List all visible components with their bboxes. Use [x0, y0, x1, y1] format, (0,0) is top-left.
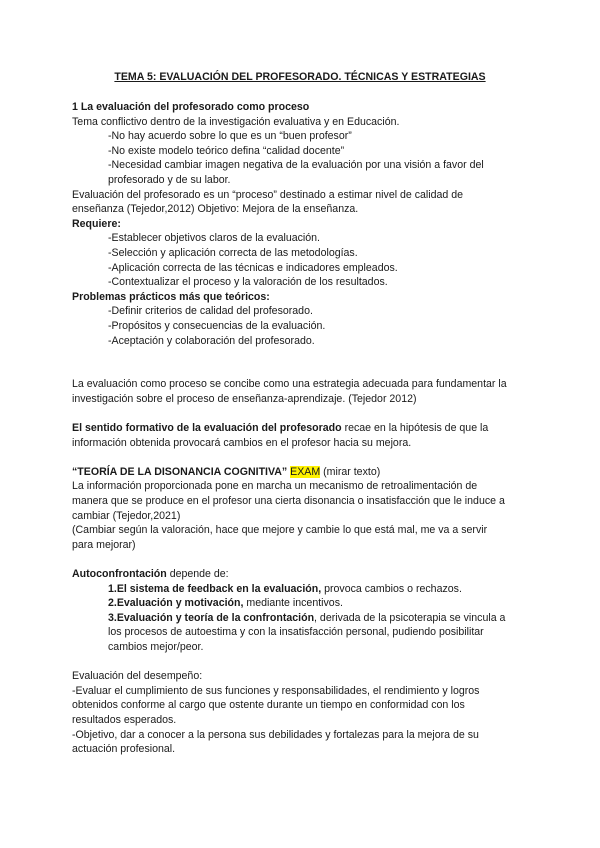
auto-item-rest: mediante incentivos.	[243, 597, 343, 610]
requiere-item: -Establecer objetivos claros de la evaluación.	[108, 232, 320, 245]
definition-line: Evaluación del profesorado es un “proceso” destinado a estimar nivel de calidad de	[72, 188, 464, 201]
section1-bullet: -Necesidad cambiar imagen negativa de la evaluación por una visión a favor del	[108, 159, 484, 172]
auto-item	[72, 611, 530, 626]
auto-item-bold: 3.Evaluación y teoría de la confrontación	[108, 611, 315, 624]
desempeno-line: -Evaluar el cumplimiento de sus funciones y responsabilidades, el rendimiento y logros	[72, 684, 480, 697]
auto-item-rest: provoca cambios o rechazos.	[321, 582, 462, 595]
auto-rest: depende de:	[166, 568, 229, 580]
requiere-item: -Aplicación correcta de las técnicas e indicadores empleados.	[108, 261, 398, 274]
teoria-line: La información proporcionada pone en marcha un mecanismo de retroalimentación de	[72, 480, 478, 493]
problemas-item: -Propósitos y consecuencias de la evaluación.	[108, 319, 326, 332]
auto-item-rest: , derivada de la psicoterapia se vincula a	[314, 611, 506, 624]
auto-item-bold: 2.Evaluación y motivación,	[108, 597, 244, 610]
auto-item-bold: 1.El sistema de feedback en la evaluación,	[108, 582, 322, 595]
requiere-item: -Selección y aplicación correcta de las metodologías.	[108, 246, 358, 259]
definition-line: enseñanza (Tejedor,2012) Objetivo: Mejora de la enseñanza.	[72, 203, 359, 216]
teoria-line: manera que se produce en el profesor una cierta disonancia o insatisfacción que le induce a	[72, 495, 505, 508]
section1-heading: 1 La evaluación del profesorado como proceso	[72, 101, 310, 113]
section1-intro: Tema conflictivo dentro de la investigación evaluativa y en Educación.	[72, 115, 400, 128]
desempeno-line: obtenidos conforme al cargo que ostente durante un tiempo en conformidad con los	[72, 699, 465, 712]
problemas-item: -Aceptación y colaboración del profesorado.	[108, 334, 315, 347]
document-body	[72, 100, 530, 757]
page-title: TEMA 5: EVALUACIÓN DEL PROFESORADO. TÉCNICAS Y ESTRATEGIAS	[114, 71, 486, 83]
auto-cont-line: los procesos de autoestima y con la insatisfacción personal, pudiendo posibilitar	[108, 626, 484, 639]
desempeno-heading: Evaluación del desempeño:	[72, 670, 203, 683]
sentido-line2: información obtenida provocará cambios en el profesor hacia su mejora.	[72, 436, 412, 449]
desempeno-line: actuación profesional.	[72, 743, 176, 756]
teoria-line: cambiar (Tejedor,2021)	[72, 509, 181, 522]
section1-bullet: profesorado y de su labor.	[108, 173, 231, 186]
sentido-line	[72, 421, 530, 436]
desempeno-line: -Objetivo, dar a conocer a la persona sus debilidades y fortalezas para la mejora de su	[72, 728, 479, 741]
section1-bullet: -No hay acuerdo sobre lo que es un “buen profesor”	[108, 130, 352, 143]
requiere-item: -Contextualizar el proceso y la valoración de los resultados.	[108, 276, 388, 289]
section1-bullet: -No existe modelo teórico defina “calidad docente”	[108, 144, 345, 157]
auto-cont-line: cambios mejor/peor.	[108, 640, 204, 653]
auto-heading: Autoconfrontación	[72, 568, 167, 580]
sentido-bold: El sentido formativo de la evaluación del profesorado	[72, 422, 342, 435]
exam-highlight: EXAM	[290, 465, 321, 478]
teoria-heading-line	[72, 465, 530, 480]
sentido-rest: recae en la hipótesis de que la	[341, 422, 489, 435]
proceso-paragraph-line: La evaluación como proceso se concibe como una estrategia adecuada para fundamentar la	[72, 378, 507, 391]
teoria-heading: “TEORÍA DE LA DISONANCIA COGNITIVA”	[72, 465, 288, 478]
problemas-heading: Problemas prácticos más que teóricos:	[72, 290, 270, 303]
teoria-line: para mejorar)	[72, 538, 136, 551]
problemas-item: -Definir criterios de calidad del profesorado.	[108, 305, 313, 318]
auto-item	[72, 582, 530, 597]
auto-heading-line	[72, 567, 530, 582]
auto-item	[72, 596, 530, 611]
teoria-line: (Cambiar según la valoración, hace que mejore y cambie lo que está mal, me va a servir	[72, 524, 488, 537]
proceso-paragraph-line: investigación sobre el proceso de enseñanza-aprendizaje. (Tejedor 2012)	[72, 392, 417, 405]
requiere-heading: Requiere:	[72, 217, 121, 230]
teoria-note: (mirar texto)	[320, 465, 381, 478]
desempeno-line: resultados esperados.	[72, 713, 177, 726]
